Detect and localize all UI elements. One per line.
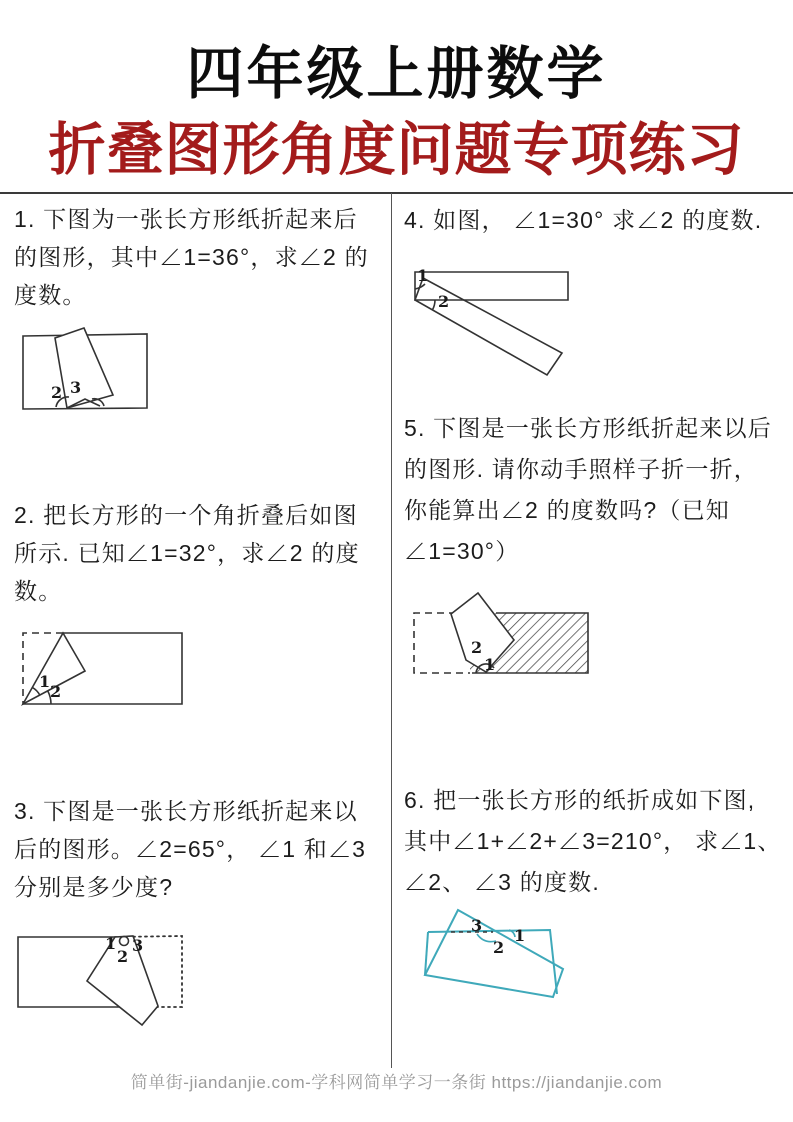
figure-6 xyxy=(413,900,613,1025)
problem-4-text: 4. 如图， ∠1=30° 求∠2 的度数. xyxy=(404,207,763,233)
angle-label: 3 xyxy=(70,378,82,397)
figure-1-folded-flap xyxy=(55,328,113,408)
figure-1 xyxy=(13,323,213,423)
problem-1-text: 1. 下图为一张长方形纸折起来后的图形，其中∠1=36°，求∠2 的度数。 xyxy=(14,206,369,308)
angle-label: 2 xyxy=(50,682,62,701)
problem-5-text: 5. 下图是一张长方形纸折起来以后的图形. 请你动手照样子折一折， 你能算出∠2 的度数吗?（已知∠1=30°） xyxy=(404,415,772,564)
figure-4 xyxy=(408,260,608,385)
angle-label: 1 xyxy=(514,926,526,945)
angle-label: 1 xyxy=(105,934,117,953)
problem-6-text: 6. 把一张长方形的纸折成如下图, 其中∠1+∠2+∠3=210°， 求∠1、 ∠2、 ∠3 的度数. xyxy=(404,787,782,895)
page-subtitle: 折叠图形角度问题专项练习 xyxy=(48,116,745,183)
figure-5 xyxy=(410,590,610,690)
figure-2-rectangle xyxy=(23,633,182,704)
angle-label: 2 xyxy=(493,938,505,957)
angle-label: 2 xyxy=(51,383,63,402)
angle-label: 3 xyxy=(471,916,483,935)
angle-label: 1 xyxy=(417,266,429,285)
problem-2-text: 2. 把长方形的一个角折叠后如图所示. 已知∠1=32°，求∠2 的度数。 xyxy=(14,502,360,604)
header-divider xyxy=(0,192,793,194)
page-title: 四年级上册数学 xyxy=(186,40,607,107)
figure-3 xyxy=(13,920,203,1035)
angle-label: 2 xyxy=(117,947,129,966)
angle-label: 2 xyxy=(471,638,483,657)
footer-watermark: 简单街-jiandanjie.com-学科网简单学习一条街 https://jiandanjie.com xyxy=(130,1073,663,1092)
angle-label: 3 xyxy=(132,936,144,955)
column-divider xyxy=(391,193,392,1068)
angle-label: 1 xyxy=(39,672,51,691)
angle-label: 2 xyxy=(438,292,450,311)
angle-label: 1 xyxy=(484,655,496,674)
problem-3-text: 3. 下图是一张长方形纸折起来以后的图形。∠2=65°， ∠1 和∠3 分别是多少度? xyxy=(14,798,367,900)
figure-2 xyxy=(13,616,203,711)
figure-4-angle2-arc xyxy=(432,300,435,310)
